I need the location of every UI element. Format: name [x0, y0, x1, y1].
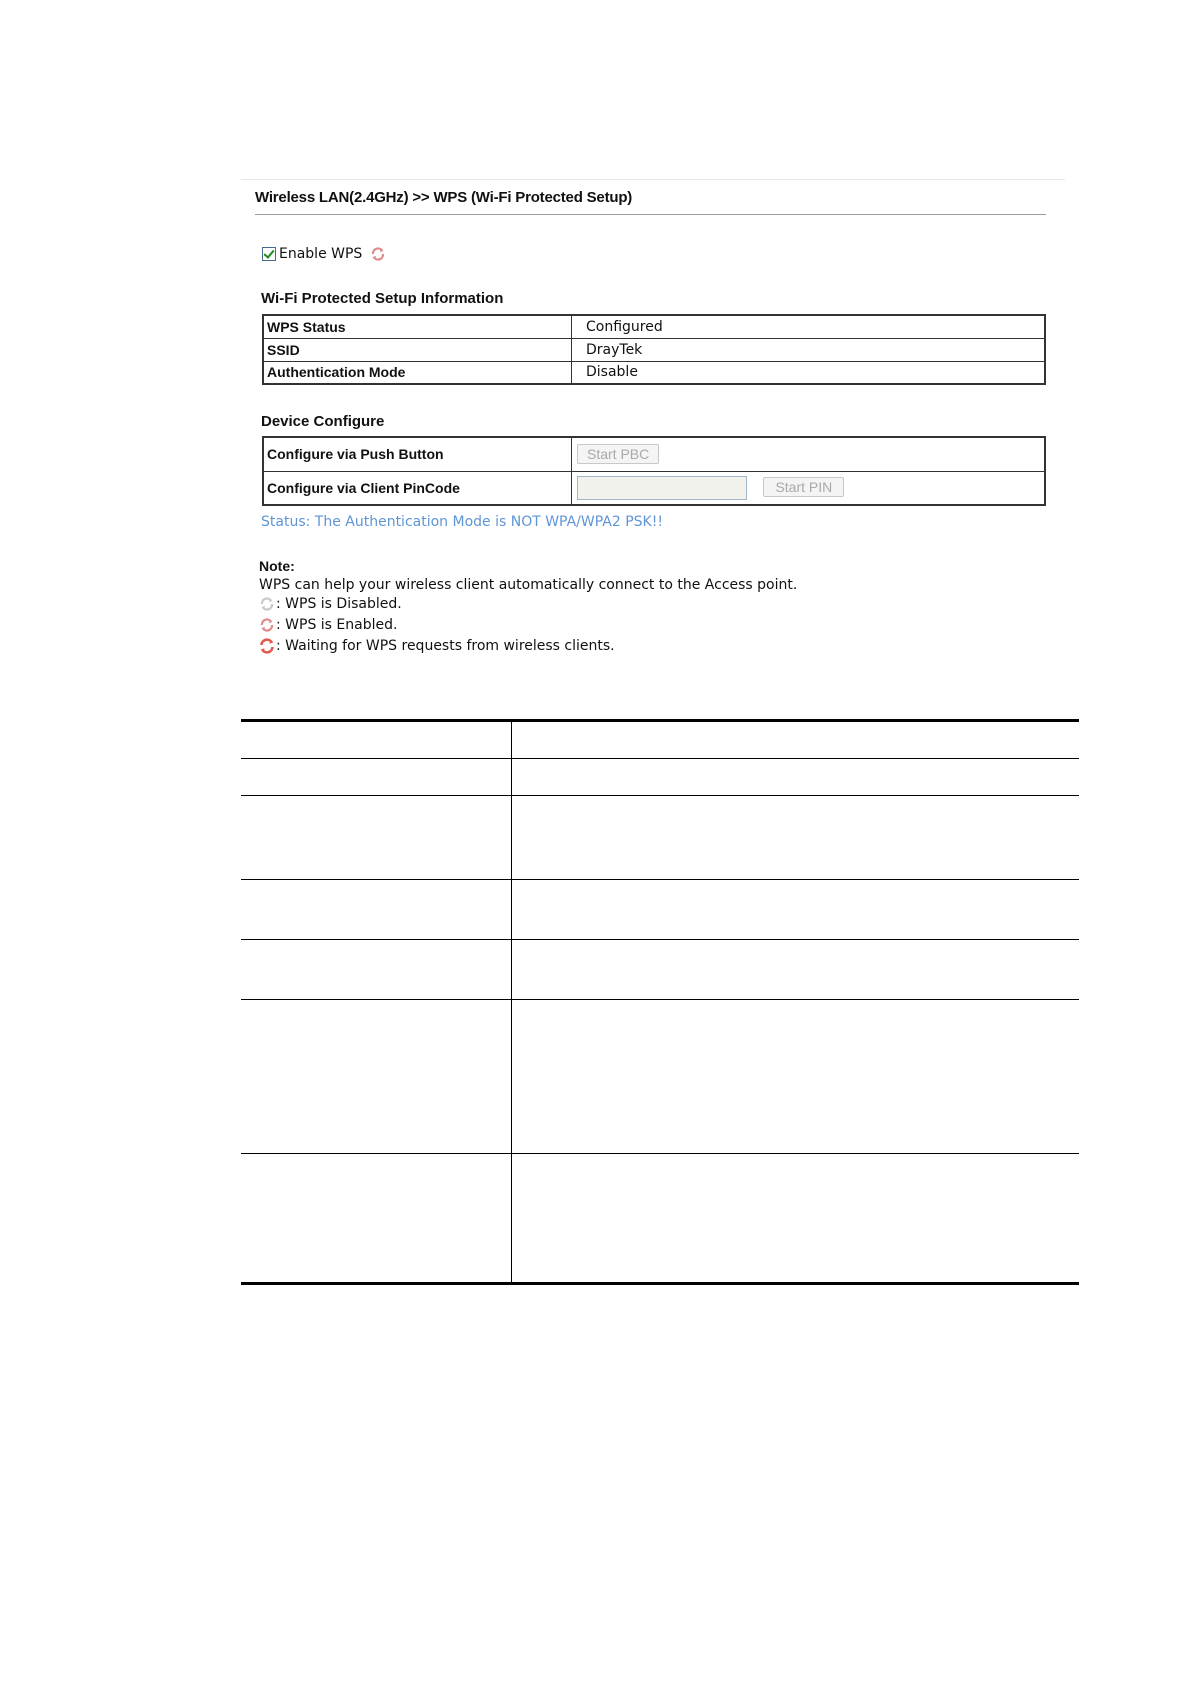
table-cell: [241, 722, 512, 758]
ssid-key: SSID: [263, 338, 572, 361]
note-item-enabled: [259, 617, 397, 633]
wps-enabled-icon: [370, 246, 386, 262]
description-table: [241, 719, 1079, 1285]
table-cell: [241, 1000, 512, 1153]
pin-code-input[interactable]: [577, 476, 747, 500]
wps-disabled-icon: [259, 596, 275, 612]
note-title: Note:: [259, 558, 295, 574]
table-row: [241, 940, 1079, 1000]
page-title: Wireless LAN(2.4GHz) >> WPS (Wi-Fi Protected Setup): [255, 189, 633, 206]
table-row: [263, 338, 1045, 361]
wps-info-table: [262, 314, 1046, 385]
table-row: [241, 796, 1079, 880]
device-configure-table: [262, 436, 1046, 506]
table-cell: [241, 796, 512, 879]
auth-mode-value: Disable: [572, 361, 1046, 384]
info-section-title: Wi-Fi Protected Setup Information: [261, 290, 504, 307]
start-pbc-button[interactable]: Start PBC: [577, 444, 659, 464]
enable-wps-row: [262, 246, 386, 262]
title-divider: [255, 214, 1046, 215]
table-cell: [241, 940, 512, 999]
note-item-label: : WPS is Disabled.: [276, 596, 402, 612]
table-row: [263, 437, 1045, 471]
pin-code-cell: [572, 471, 1046, 505]
auth-mode-key: Authentication Mode: [263, 361, 572, 384]
note-description: WPS can help your wireless client automatically connect to the Access point.: [259, 577, 798, 593]
table-row: [241, 880, 1079, 940]
wps-enabled-icon: [259, 617, 275, 633]
table-row: [241, 722, 1079, 759]
pin-code-key: Configure via Client PinCode: [263, 471, 572, 505]
enable-wps-label[interactable]: Enable WPS: [279, 246, 363, 262]
wps-status-key: WPS Status: [263, 315, 572, 338]
push-button-cell: [572, 437, 1046, 471]
table-row: [263, 315, 1045, 338]
table-row: [263, 471, 1045, 505]
table-cell: [241, 880, 512, 939]
table-row: [241, 759, 1079, 796]
wps-waiting-icon: [259, 638, 275, 654]
note-item-waiting: [259, 638, 615, 654]
table-row: [241, 1000, 1079, 1154]
table-row: [241, 1154, 1079, 1285]
table-cell: [241, 759, 512, 795]
note-item-disabled: [259, 596, 402, 612]
note-item-label: : WPS is Enabled.: [276, 617, 398, 633]
start-pin-button[interactable]: Start PIN: [763, 477, 844, 497]
device-section-title: Device Configure: [261, 413, 385, 430]
table-row: [263, 361, 1045, 384]
note-item-label: : Waiting for WPS requests from wireless clients.: [276, 638, 615, 654]
table-cell: [241, 1154, 512, 1282]
status-message: Status: The Authentication Mode is NOT WPA/WPA2 PSK!!: [261, 514, 663, 530]
enable-wps-checkbox[interactable]: [262, 247, 276, 261]
ssid-value: DrayTek: [572, 338, 1046, 361]
wps-status-value: Configured: [572, 315, 1046, 338]
push-button-key: Configure via Push Button: [263, 437, 572, 471]
